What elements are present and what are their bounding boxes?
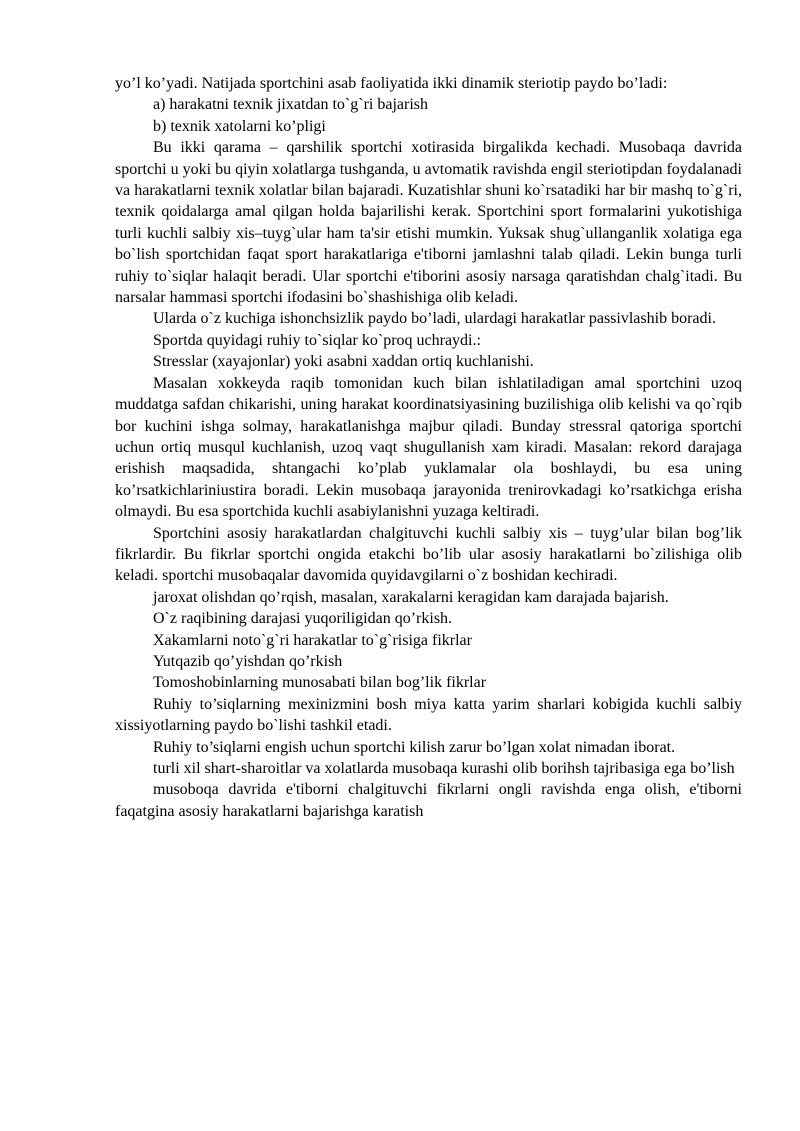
list-item-experience: turli xil shart-sharoitlar va xolatlarda musobaqa kurashi olib borihsh tajribasiga ega bo’lish	[153, 760, 735, 777]
list-item-injury-fear: jaroxat olishdan qo’rqish, masalan, xarakalarni keragidan kam darajada bajarish.	[153, 588, 669, 606]
paragraph-negative-thoughts: Sportchini asosiy harakatlardan chalgituvchi kuchli salbiy xis – tuyg’ular bilan bog’lik fikrlardir. Bu fikrlar sportchi ongida etakchi bo’lib ular asosiy harakatlarni bo`zilishiga olib keladi. sportchi musobaqalar davomida quyidavgilarni o`z boshidan kechiradi.	[115, 524, 742, 585]
paragraph-stress: Stresslar (xayajonlar) yoki asabni xaddan ortiq kuchlanishi.	[153, 353, 534, 371]
paragraph-mechanism: Ruhiy to’siqlarning mexinizmini bosh miya katta yarim sharlari kobigida kuchli salbiy xissiyotlarning paydo bo`lishi tashkil etadi.	[115, 695, 742, 735]
list-item-spectators: Tomoshobinlarning munosabati bilan bog’lik fikrlar	[153, 674, 487, 692]
paragraph-self-doubt: Ularda o`z kuchiga ishonchsizlik paydo bo’ladi, ulardagi harakatlar passivlashib boradi.	[153, 310, 716, 328]
paragraph-1: yo’l ko’yadi. Natijada sportchini asab faoliyatida ikki dinamik steriotip paydo bo’ladi:	[115, 75, 668, 92]
paragraph-barriers-intro: Sportda quyidagi ruhiy to`siqlar ko`proq uchraydi.:	[153, 331, 481, 349]
document-page	[115, 73, 742, 822]
list-item-referee-thoughts: Xakamlarni noto`g`ri harakatlar to`g`risiga fikrlar	[153, 631, 472, 649]
list-item-a: a) harakatni texnik jixatdan to`g`ri bajarish	[153, 96, 429, 114]
paragraph-hockey-example: Masalan xokkeyda raqib tomonidan kuch bilan ishlatiladigan amal sportchini uzoq muddatga safdan chikarishi, uning harakat koordinatsiyasining buzilishiga olib kelishi va qo`rqib bor kuchini ishga solmay, harakatlanishga majbur qiladi. Bunday stressral qatoriga sportchi uchun ortiq musqul kuchlanish, uzoq vaqt shugullanish xam kiradi. Masalan: rekord darajaga erishish maqsadida, shtangachi ko’plab yuklamalar ola boshlaydi, bu esa uning ko’rsatkichlariniustira boradi. Lekin musobaqa jarayonida trenirovkadagi ko’rsatkichga erisha olmaydi. Bu esa sportchida kuchli asabiylanishni yuzaga keltiradi.	[115, 374, 742, 521]
list-item-focus: musoboqa davrida e'tiborni chalgituvchi fikrlarni ongli ravishda enga olish, e'tiborni faqatgina asosiy harakatlarni bajarishga karatish	[115, 781, 742, 820]
list-item-b: b) texnik xatolarni ko’pligi	[153, 117, 326, 135]
paragraph-opposition: Bu ikki qarama – qarshilik sportchi xotirasida birgalikda kechadi. Musobaqa davrida sportchi u yoki bu qiyin xolatlarga tushganda, u avtomatik ravishda engil steriotipdan foydalanadi va harakatlarni texnik xolatlar bilan bajaradi. Kuzatishlar shuni ko`rsatadiki har bir mashq to`g`ri, texnik qoidalarga amal qilgan holda bajarilishi kerak. Sportchini sport formalarini yukotishiga turli kuchli salbiy xis–tuyg`ular ham ta'sir etishi mumkin. Yuksak shug`ullanganlik xolatiga ega bo`lish sportchidan faqat sport harakatlariga e'tiborni jamlashni talab qiladi. Lekin bunga turli ruhiy to`siqlar halaqit beradi. Ular sportchi e'tiborini asosiy narsaga qaratishdan chalg`itadi. Bu narsalar hammasi sportchi ifodasini bo`shashishiga olib keladi.	[115, 139, 742, 307]
list-item-opponent-fear: O`z raqibining darajasi yuqoriligidan qo’rkish.	[153, 610, 453, 628]
list-item-losing-fear: Yutqazib qo’yishdan qo’rkish	[153, 652, 343, 670]
paragraph-overcoming: Ruhiy to’siqlarni engish uchun sportchi kilish zarur bo’lgan xolat nimadan iborat.	[153, 738, 676, 756]
